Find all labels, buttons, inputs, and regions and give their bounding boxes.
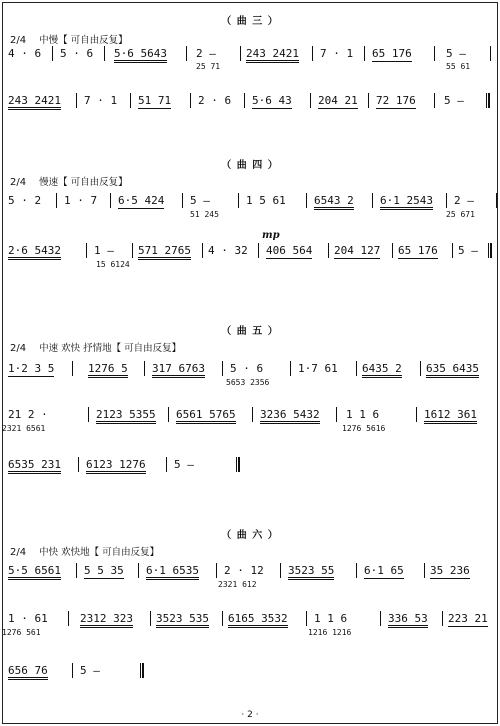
measure: 5 – [174, 458, 194, 471]
barline [290, 361, 291, 376]
measure: 2123 5355 [96, 408, 156, 424]
measure: 65 176 [398, 244, 438, 257]
measure: 1 5 61 [246, 194, 286, 207]
time-signature: 2/4 [10, 547, 27, 558]
barline [364, 46, 365, 61]
measure: 243 2421 [8, 94, 61, 110]
barline [104, 46, 105, 61]
measure: 223 21 [448, 612, 488, 625]
measure: 6123 1276 [86, 458, 146, 474]
tempo-marking-6 [10, 544, 159, 558]
measure: 1·7 61 [298, 362, 338, 375]
measure: 5 – [458, 244, 478, 257]
measure: 21 2 · [8, 408, 48, 421]
barline [150, 611, 151, 626]
section-title-6: （ 曲 六 ） [221, 530, 279, 541]
harmony-sub: 1276 5616 [342, 424, 386, 433]
tempo-text: 中慢【 可自由反复】 [39, 35, 128, 46]
harmony-sub: 1276 561 [2, 628, 41, 637]
measure: 243 2421 [246, 47, 299, 63]
barline [372, 193, 373, 208]
staff-row [6, 612, 494, 630]
tempo-text: 中速 欢快 抒情地【 可自由反复】 [39, 343, 182, 354]
barline [392, 243, 393, 258]
barline [182, 193, 183, 208]
staff-row [6, 408, 494, 426]
measure: 7 · 1 [84, 94, 118, 107]
harmony-sub: 25 71 [196, 62, 221, 71]
barline [380, 611, 381, 626]
barline [434, 93, 435, 108]
final-barline [236, 457, 240, 472]
barline [336, 407, 337, 422]
barline [420, 361, 421, 376]
barline [76, 93, 77, 108]
barline [310, 93, 311, 108]
measure: 571 2765 [138, 244, 191, 260]
measure: 65 176 [372, 47, 412, 60]
barline [76, 563, 77, 578]
measure: 2 · 12 [224, 564, 264, 577]
measure: 2 – [454, 194, 474, 207]
measure: 51 71 [138, 94, 172, 107]
measure: 5 – [80, 664, 100, 677]
barline [238, 193, 239, 208]
staff-row [6, 194, 494, 212]
barline [416, 407, 417, 422]
measure: 5 5 35 [84, 564, 124, 577]
measure: 5·6 5643 [114, 47, 167, 63]
barline [252, 407, 253, 422]
harmony-sub: 5653 2356 [226, 378, 270, 387]
harmony-sub: 51 245 [190, 210, 219, 219]
measure: 6·1 65 [364, 564, 404, 577]
harmony-sub: 15 6124 [96, 260, 130, 269]
page-number: · 2 · [241, 710, 259, 720]
staff-row [6, 47, 494, 65]
barline [202, 243, 203, 258]
final-barline [488, 243, 492, 258]
measure: 6165 3532 [228, 612, 288, 628]
time-signature: 2/4 [10, 343, 27, 354]
measure: 6435 2 [362, 362, 402, 378]
barline [110, 193, 111, 208]
barline [138, 563, 139, 578]
tempo-marking-4 [10, 174, 128, 188]
measure: 2312 323 [80, 612, 133, 628]
barline [306, 611, 307, 626]
measure: 3523 55 [288, 564, 334, 580]
measure: 1 1 6 [346, 408, 380, 421]
measure: 5 · 2 [8, 194, 42, 207]
barline [312, 46, 313, 61]
measure: 4 · 32 [208, 244, 248, 257]
time-signature: 2/4 [10, 177, 27, 188]
measure: 5 – [190, 194, 210, 207]
measure: 1612 361 [424, 408, 477, 424]
harmony-sub: 2321 6561 [2, 424, 46, 433]
barline [130, 93, 131, 108]
time-signature: 2/4 [10, 35, 27, 46]
measure: 5·5 6561 [8, 564, 61, 580]
barline [52, 46, 53, 61]
barline [216, 563, 217, 578]
measure: 5 – [446, 47, 466, 60]
barline [88, 407, 89, 422]
barline [306, 193, 307, 208]
barline [72, 361, 73, 376]
measure: 6543 2 [314, 194, 354, 210]
barline [222, 361, 223, 376]
measure: 5·6 43 [252, 94, 292, 107]
tempo-text: 中快 欢快地【 可自由反复】 [39, 547, 160, 558]
barline [244, 93, 245, 108]
barline [168, 407, 169, 422]
measure: 6561 5765 [176, 408, 236, 424]
tempo-marking-5 [10, 340, 181, 354]
barline [78, 457, 79, 472]
measure: 5 · 6 [230, 362, 264, 375]
barline [442, 611, 443, 626]
barline [434, 46, 435, 61]
measure: 2 – [196, 47, 216, 60]
staff-row [6, 458, 494, 476]
dynamic-marking: mp [262, 230, 280, 241]
tempo-marking-3 [10, 32, 128, 46]
barline [144, 361, 145, 376]
barline [496, 193, 497, 208]
measure: 7 · 1 [320, 47, 354, 60]
barline [446, 193, 447, 208]
measure: 1 · 61 [8, 612, 48, 625]
barline [490, 46, 491, 61]
measure: 1 – [94, 244, 114, 257]
harmony-sub: 25 671 [446, 210, 475, 219]
measure: 336 53 [388, 612, 428, 628]
barline [240, 46, 241, 61]
measure: 204 21 [318, 94, 358, 107]
barline [132, 243, 133, 258]
measure: 1·2 3 5 [8, 362, 55, 375]
measure: 72 176 [376, 94, 416, 107]
final-barline [486, 93, 490, 108]
measure: 1 · 7 [64, 194, 98, 207]
measure: 35 236 [430, 564, 470, 577]
measure: 1276 5 [88, 362, 128, 378]
barline [356, 563, 357, 578]
harmony-sub: 55 61 [446, 62, 471, 71]
barline [222, 611, 223, 626]
barline [452, 243, 453, 258]
staff-row [6, 244, 494, 262]
barline [186, 46, 187, 61]
barline [56, 193, 57, 208]
staff-row [6, 664, 494, 682]
barline [68, 611, 69, 626]
section-title-4: （ 曲 四 ） [221, 160, 279, 171]
measure: 4 · 6 [8, 47, 42, 60]
barline [190, 93, 191, 108]
measure: 406 564 [266, 244, 313, 257]
section-title-3: （ 曲 三 ） [221, 16, 279, 27]
staff-row [6, 94, 494, 112]
measure: 3523 535 [156, 612, 209, 628]
barline [356, 361, 357, 376]
tempo-text: 慢速【 可自由反复】 [39, 177, 128, 188]
measure: 635 6435 [426, 362, 479, 378]
harmony-sub: 2321 612 [218, 580, 257, 589]
section-title-5: （ 曲 五 ） [221, 326, 279, 337]
measure: 317 6763 [152, 362, 205, 378]
final-barline [140, 663, 144, 678]
measure: 5 · 6 [60, 47, 94, 60]
barline [280, 563, 281, 578]
measure: 3236 5432 [260, 408, 320, 424]
measure: 1 1 6 [314, 612, 348, 625]
measure: 204 127 [334, 244, 381, 257]
measure: 6·1 6535 [146, 564, 199, 580]
barline [424, 563, 425, 578]
measure: 2·6 5432 [8, 244, 61, 260]
barline [368, 93, 369, 108]
barline [166, 457, 167, 472]
measure: 6·1 2543 [380, 194, 433, 210]
measure: 6·5 424 [118, 194, 165, 207]
barline [258, 243, 259, 258]
measure: 656 76 [8, 664, 48, 680]
measure: 5 – [444, 94, 464, 107]
measure: 2 · 6 [198, 94, 232, 107]
barline [72, 663, 73, 678]
barline [86, 243, 87, 258]
barline [328, 243, 329, 258]
harmony-sub: 1216 1216 [308, 628, 352, 637]
measure: 6535 231 [8, 458, 61, 474]
